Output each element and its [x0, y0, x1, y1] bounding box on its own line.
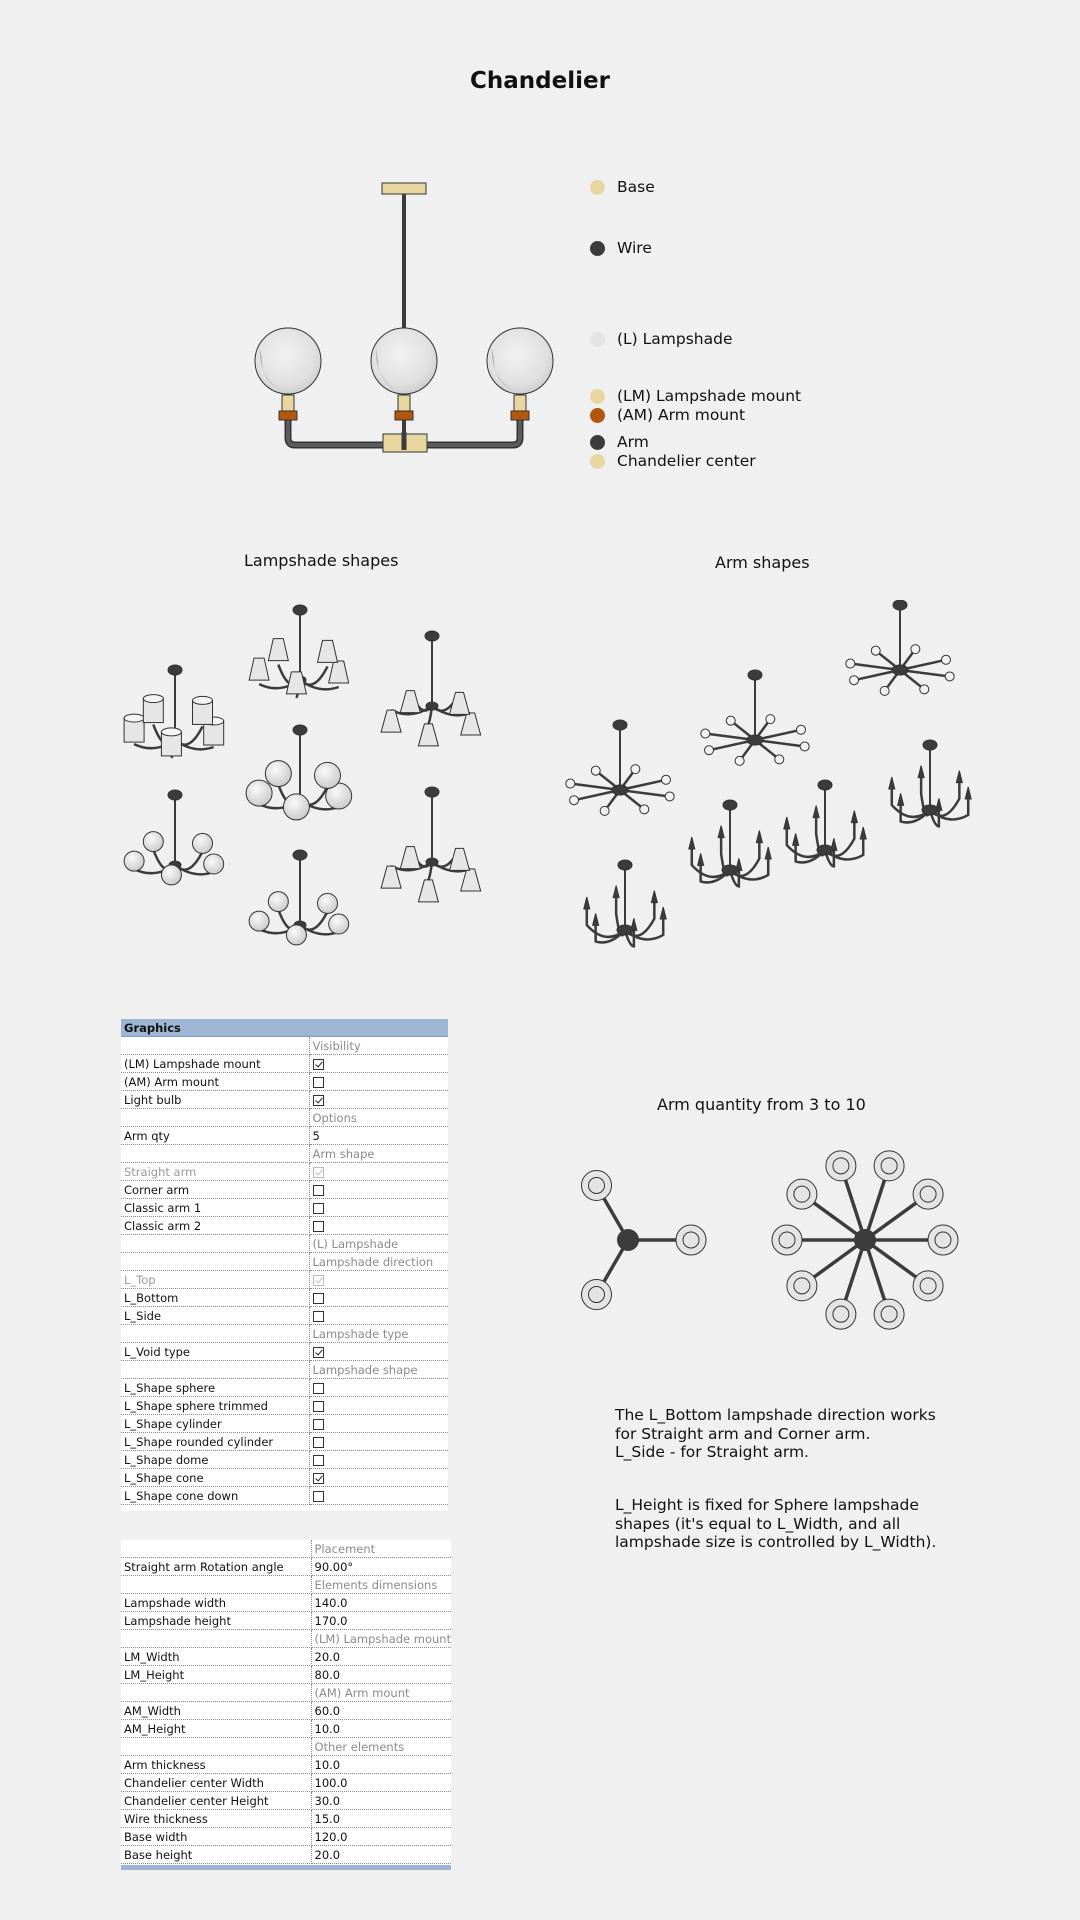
- unchecked-checkbox[interactable]: [313, 1437, 324, 1448]
- property-value: [309, 1073, 448, 1091]
- subgroup-label: (AM) Arm mount: [311, 1684, 451, 1702]
- checked-checkbox[interactable]: [313, 1473, 324, 1484]
- property-value-field[interactable]: 20.0: [311, 1648, 451, 1666]
- checked-checkbox[interactable]: [313, 1095, 324, 1106]
- property-value: [309, 1343, 448, 1361]
- property-value-field[interactable]: 10.0: [311, 1720, 451, 1738]
- next-group-header: [121, 1865, 451, 1870]
- checked-checkbox[interactable]: [313, 1347, 324, 1358]
- property-value: [309, 1055, 448, 1073]
- table-row: [121, 1217, 448, 1235]
- lamp-middle: [371, 328, 437, 420]
- property-name: AM_Width: [121, 1702, 311, 1720]
- base-shape: [382, 183, 426, 194]
- table-subgroup-row: [121, 1684, 451, 1702]
- property-value-field[interactable]: 5: [309, 1127, 448, 1145]
- property-name: L_Side: [121, 1307, 309, 1325]
- lampshade-color-dot: [590, 332, 605, 347]
- arm-quantity-illustration: [570, 1140, 970, 1340]
- graphics-properties-table: [121, 1019, 448, 1511]
- property-name: Classic arm 2: [121, 1217, 309, 1235]
- table-subgroup-row: [121, 1361, 448, 1379]
- chandelier-cone-down: [381, 631, 481, 746]
- chandelier-arm-straight: [701, 670, 809, 765]
- unchecked-checkbox[interactable]: [313, 1491, 324, 1502]
- table-row: [121, 1199, 448, 1217]
- table-group-header[interactable]: [121, 1019, 448, 1037]
- table-row: [121, 1127, 448, 1145]
- property-value: [309, 1379, 448, 1397]
- property-value: [309, 1487, 448, 1505]
- table-row: [121, 1469, 448, 1487]
- table-subgroup-row: [121, 1037, 448, 1055]
- note-lampshade-direction: The L_Bottom lampshade direction works for Straight arm and Corner arm. L_Side - for Straight arm.: [615, 1406, 936, 1461]
- property-name: Lampshade width: [121, 1594, 311, 1612]
- property-name: Light bulb: [121, 1091, 309, 1109]
- property-value: [309, 1163, 448, 1181]
- dimensions-properties-table: [121, 1540, 451, 1870]
- table-row: [121, 1846, 451, 1864]
- table-row: [121, 1558, 451, 1576]
- chandelier-cone: [249, 605, 349, 698]
- table-subgroup-row: [121, 1540, 451, 1558]
- table-row: [121, 1379, 448, 1397]
- property-value: [309, 1181, 448, 1199]
- subgroup-label: Options: [309, 1109, 448, 1127]
- checked-checkbox[interactable]: [313, 1059, 324, 1070]
- property-value: [309, 1307, 448, 1325]
- lampshade-shapes-illustration: [110, 600, 490, 970]
- chandelier-arm-corner: [689, 800, 771, 886]
- property-name: Base height: [121, 1846, 311, 1864]
- note-lampshade-height: L_Height is fixed for Sphere lampshade shapes (it's equal to L_Width, and all lampshade size is controlled by L_Width).: [615, 1496, 937, 1551]
- lamp-left: [255, 328, 321, 420]
- arm-shapes-illustration: [560, 600, 980, 970]
- chandelier-arm-straight: [846, 600, 954, 695]
- chandelier-arm-straight: [566, 720, 674, 815]
- arm-color-dot: [590, 435, 605, 450]
- property-value: [309, 1199, 448, 1217]
- unchecked-checkbox[interactable]: [313, 1293, 324, 1304]
- table-row: [121, 1091, 448, 1109]
- property-value-field[interactable]: 20.0: [311, 1846, 451, 1864]
- property-name: Wire thickness: [121, 1810, 311, 1828]
- subgroup-label: Arm shape: [309, 1145, 448, 1163]
- chandelier-cylinder: [124, 665, 224, 758]
- unchecked-checkbox[interactable]: [313, 1203, 324, 1214]
- chandelier-front-view-diagram: [240, 170, 580, 460]
- unchecked-checkbox[interactable]: [313, 1419, 324, 1430]
- table-row: [121, 1415, 448, 1433]
- property-value-field[interactable]: 30.0: [311, 1792, 451, 1810]
- table-subgroup-row: [121, 1253, 448, 1271]
- subgroup-label: Lampshade type: [309, 1325, 448, 1343]
- property-name: Arm qty: [121, 1127, 309, 1145]
- property-value-field[interactable]: 170.0: [311, 1612, 451, 1630]
- property-name: Base width: [121, 1828, 311, 1846]
- table-group-header-label: Graphics: [121, 1019, 448, 1037]
- property-name: Arm thickness: [121, 1756, 311, 1774]
- property-name: Chandelier center Width: [121, 1774, 311, 1792]
- page-title: Chandelier: [470, 68, 610, 94]
- property-value-field[interactable]: 90.00°: [311, 1558, 451, 1576]
- property-value: [309, 1469, 448, 1487]
- property-name: L_Shape cone: [121, 1469, 309, 1487]
- property-name: Classic arm 1: [121, 1199, 309, 1217]
- unchecked-checkbox[interactable]: [313, 1221, 324, 1232]
- property-value-field[interactable]: 15.0: [311, 1810, 451, 1828]
- chandelier-sphere-trim: [249, 850, 349, 945]
- property-name: L_Shape dome: [121, 1451, 309, 1469]
- table-subgroup-row: [121, 1235, 448, 1253]
- table-row: [121, 1666, 451, 1684]
- chandelier-arm-classic: [584, 860, 666, 946]
- property-name: (LM) Lampshade mount: [121, 1055, 309, 1073]
- property-value: [309, 1451, 448, 1469]
- subgroup-label: (LM) Lampshade mount: [311, 1630, 451, 1648]
- table-row: [121, 1055, 448, 1073]
- property-name: LM_Height: [121, 1666, 311, 1684]
- property-name: (AM) Arm mount: [121, 1073, 309, 1091]
- table-row: [121, 1397, 448, 1415]
- subgroup-label: Other elements: [311, 1738, 451, 1756]
- table-row: [121, 1792, 451, 1810]
- table-subgroup-row: [121, 1325, 448, 1343]
- checked-checkbox: [313, 1167, 324, 1178]
- property-name: L_Bottom: [121, 1289, 309, 1307]
- table-row: [121, 1289, 448, 1307]
- property-name: L_Shape cylinder: [121, 1415, 309, 1433]
- table-row: [121, 1307, 448, 1325]
- center-color-dot: [590, 454, 605, 469]
- subgroup-label: Lampshade direction: [309, 1253, 448, 1271]
- table-row: [121, 1774, 451, 1792]
- lampshade-mount-color-dot: [590, 389, 605, 404]
- three-arm-top-view: [582, 1170, 707, 1309]
- unchecked-checkbox[interactable]: [313, 1311, 324, 1322]
- table-row: [121, 1810, 451, 1828]
- lamp-right: [487, 328, 553, 420]
- arm-quantity-title: Arm quantity from 3 to 10: [657, 1095, 866, 1114]
- property-name: Chandelier center Height: [121, 1792, 311, 1810]
- table-row: [121, 1612, 451, 1630]
- ten-arm-top-view: [772, 1151, 958, 1329]
- table-row: [121, 1073, 448, 1091]
- property-value-field[interactable]: 10.0: [311, 1756, 451, 1774]
- property-name: L_Top: [121, 1271, 309, 1289]
- property-value-field[interactable]: 60.0: [311, 1702, 451, 1720]
- chandelier-cone2: [381, 787, 481, 902]
- unchecked-checkbox[interactable]: [313, 1401, 324, 1412]
- table-row: [121, 1720, 451, 1738]
- table-row: [121, 1756, 451, 1774]
- table-row: [121, 1433, 448, 1451]
- subgroup-label: Elements dimensions: [311, 1576, 451, 1594]
- table-row: [121, 1828, 451, 1846]
- property-value: [309, 1415, 448, 1433]
- wire-color-dot: [590, 241, 605, 256]
- property-value: [309, 1271, 448, 1289]
- table-row: [121, 1487, 448, 1505]
- property-value: [309, 1397, 448, 1415]
- property-name: L_Shape sphere: [121, 1379, 309, 1397]
- property-value-field[interactable]: 120.0: [311, 1828, 451, 1846]
- checked-checkbox: [313, 1275, 324, 1286]
- subgroup-label: (L) Lampshade: [309, 1235, 448, 1253]
- property-name: L_Void type: [121, 1343, 309, 1361]
- lampshade-shapes-title: Lampshade shapes: [244, 551, 399, 570]
- chandelier-sphere: [124, 790, 224, 885]
- table-subgroup-row: [121, 1738, 451, 1756]
- table-row: [121, 1271, 448, 1289]
- property-value-field[interactable]: 100.0: [311, 1774, 451, 1792]
- chandelier-arm-classic2: [889, 740, 971, 826]
- table-row: [121, 1702, 451, 1720]
- table-row: [121, 1594, 451, 1612]
- property-value-field[interactable]: 140.0: [311, 1594, 451, 1612]
- unchecked-checkbox[interactable]: [313, 1077, 324, 1088]
- table-row: [121, 1343, 448, 1361]
- chandelier-sphere-big: [246, 725, 352, 820]
- property-value: [309, 1433, 448, 1451]
- unchecked-checkbox[interactable]: [313, 1185, 324, 1196]
- unchecked-checkbox[interactable]: [313, 1455, 324, 1466]
- property-name: L_Shape sphere trimmed: [121, 1397, 309, 1415]
- table-row: [121, 1648, 451, 1666]
- property-value-field[interactable]: 80.0: [311, 1666, 451, 1684]
- property-name: AM_Height: [121, 1720, 311, 1738]
- property-name: Straight arm Rotation angle: [121, 1558, 311, 1576]
- arm-shapes-title: Arm shapes: [715, 553, 810, 572]
- table-subgroup-row: [121, 1576, 451, 1594]
- property-name: LM_Width: [121, 1648, 311, 1666]
- property-name: L_Shape rounded cylinder: [121, 1433, 309, 1451]
- property-value: [309, 1091, 448, 1109]
- subgroup-label: Visibility: [309, 1037, 448, 1055]
- base-color-dot: [590, 180, 605, 195]
- table-subgroup-row: [121, 1630, 451, 1648]
- table-row: [121, 1163, 448, 1181]
- property-value: [309, 1289, 448, 1307]
- property-name: Straight arm: [121, 1163, 309, 1181]
- table-subgroup-row: [121, 1109, 448, 1127]
- unchecked-checkbox[interactable]: [313, 1383, 324, 1394]
- subgroup-label: Placement: [311, 1540, 451, 1558]
- property-value: [309, 1217, 448, 1235]
- property-name: L_Shape cone down: [121, 1487, 309, 1505]
- arm-mount-color-dot: [590, 408, 605, 423]
- table-row: [121, 1181, 448, 1199]
- property-name: Lampshade height: [121, 1612, 311, 1630]
- table-subgroup-row: [121, 1145, 448, 1163]
- property-name: Corner arm: [121, 1181, 309, 1199]
- subgroup-label: Lampshade shape: [309, 1361, 448, 1379]
- table-row: [121, 1451, 448, 1469]
- chandelier-arm-classic2: [784, 780, 866, 866]
